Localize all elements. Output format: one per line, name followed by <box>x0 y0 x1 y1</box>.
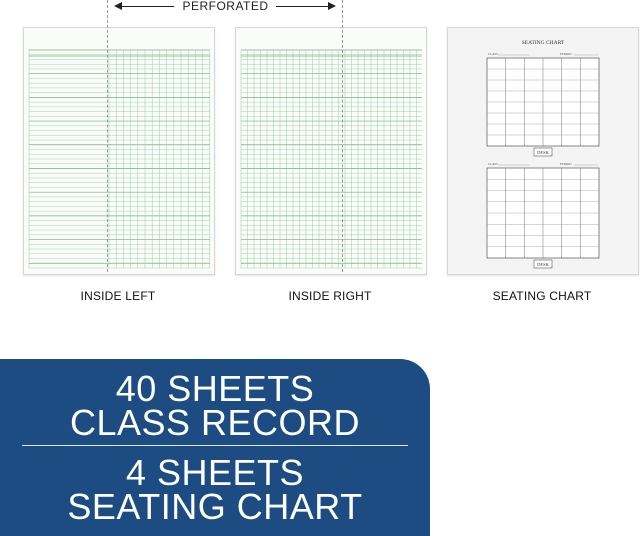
arrow-right-icon <box>276 6 334 7</box>
seating-chart-drawing <box>448 28 638 274</box>
banner-line-seating-chart: SEATING CHART <box>67 486 363 527</box>
seating-grid-top <box>487 52 599 156</box>
seating-period-label-top: PERIOD <box>560 52 572 56</box>
product-banner <box>0 359 430 536</box>
desk-label-bottom: DESK <box>537 262 549 267</box>
seating-class-label-top: CLASS <box>488 52 498 56</box>
inside-left-grid <box>24 28 214 274</box>
desk-label-top: DESK <box>537 150 549 155</box>
banner-line-class-record: CLASS RECORD <box>69 402 361 443</box>
inside-right-sheet <box>235 27 427 275</box>
banner-line-seating-count: 4 SHEETS <box>125 452 305 493</box>
perforation-line-left <box>107 0 108 272</box>
inside-right-caption: INSIDE RIGHT <box>288 289 372 303</box>
seating-chart-title: SEATING CHART <box>521 40 565 46</box>
seating-chart-sheet <box>447 27 639 275</box>
seating-grid-bottom <box>487 162 599 268</box>
perforation-line-right <box>342 0 343 272</box>
inside-right-grid <box>236 28 426 274</box>
perforated-label: PERFORATED <box>182 0 269 13</box>
inside-left-sheet <box>23 27 215 275</box>
seating-chart-caption: SEATING CHART <box>492 289 592 303</box>
seating-period-label-bottom: PERIOD <box>560 162 572 166</box>
inside-left-caption: INSIDE LEFT <box>80 289 156 303</box>
banner-divider <box>22 445 408 446</box>
seating-class-label-bottom: CLASS <box>488 162 498 166</box>
banner-line-sheets-count: 40 SHEETS <box>115 368 315 409</box>
